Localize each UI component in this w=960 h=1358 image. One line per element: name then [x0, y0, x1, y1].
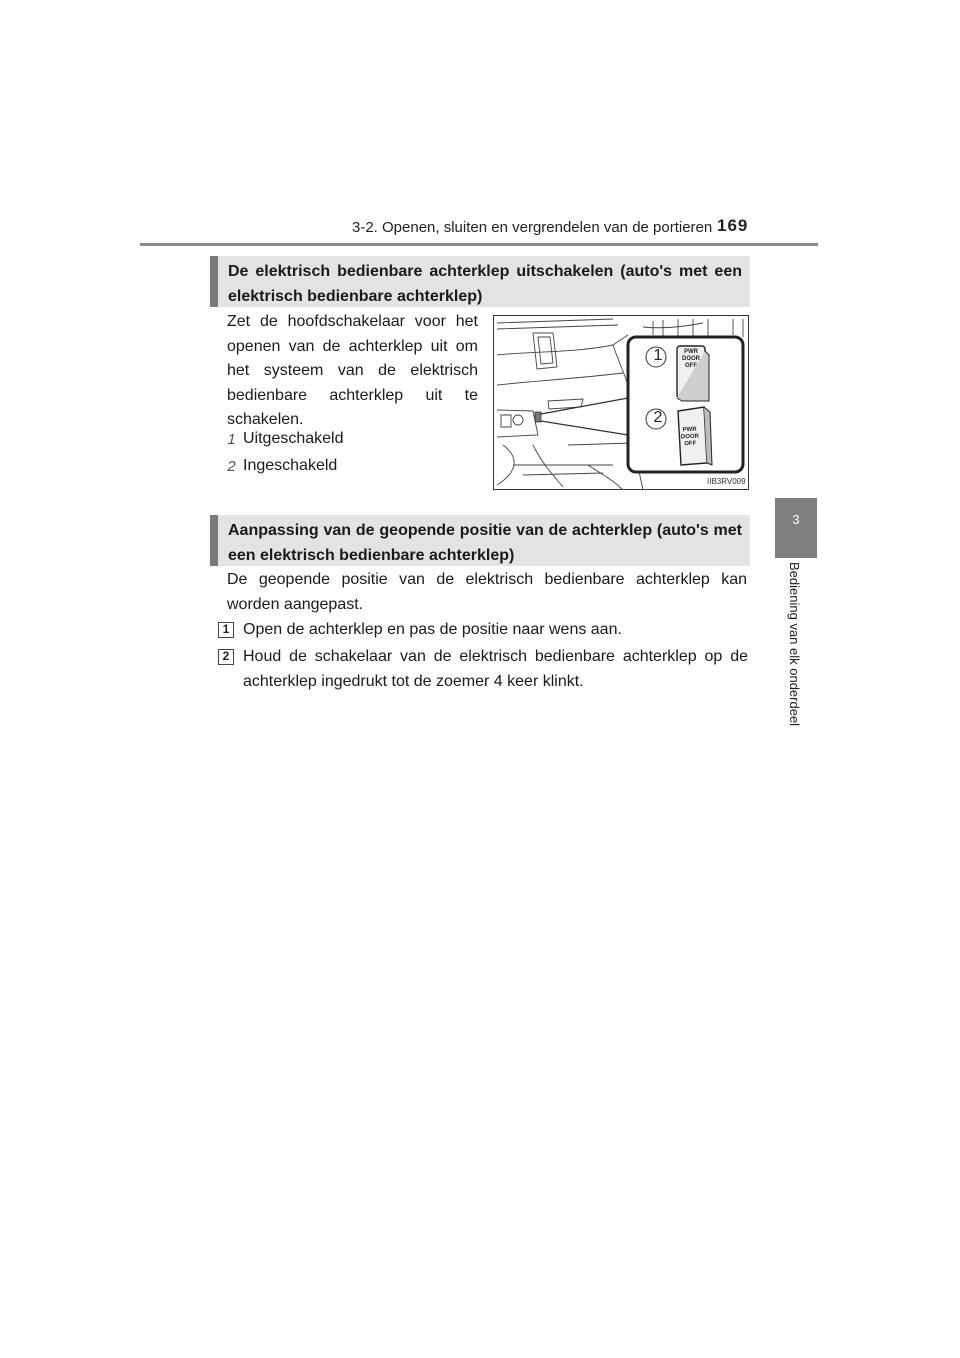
section2-body: De geopende positie van de elektrisch bedienbare achterklep kan worden aangepast. [227, 571, 747, 613]
step-text-2: Houd de schakelaar van de elektrisch bedienbare achterklep op de achterklep ingedrukt tot de zoemer 4 keer klinkt. [243, 648, 748, 690]
section-title-adjust-open-position: Aanpassing van de geopende positie van de achterklep (auto's met een elektrisch bedienbare achterklep) [210, 515, 750, 566]
step-number-2: 2 [218, 649, 234, 665]
tailgate-switch-illustration [493, 315, 749, 490]
chapter-tab [775, 498, 817, 558]
figure-callout-2: 2 [653, 409, 663, 426]
section-title-disable-power-tailgate: De elektrisch bedienbare achterklep uitschakelen (auto's met een elektrisch bedienbare achterklep) [210, 256, 750, 307]
step-number-1: 1 [218, 622, 234, 638]
chapter-tab-label: Bediening van elk onderdeel [787, 562, 802, 727]
figure-code: IIB3RV009 [707, 477, 746, 486]
header-rule [140, 243, 818, 246]
figure-callout-1: 1 [653, 347, 663, 364]
running-header-title: 3-2. Openen, sluiten en vergrendelen van de portieren [352, 219, 713, 236]
switch-label-on-state: PWR DOOR OFF [680, 426, 700, 448]
item-text-2: Ingeschakeld [243, 457, 338, 474]
step-text-1: Open de achterklep en pas de positie naar wens aan. [243, 621, 622, 638]
item-text-1: Uitgeschakeld [243, 430, 344, 447]
page-number: 169 [717, 216, 749, 235]
switch-label-off-state: PWR DOOR OFF [682, 349, 700, 369]
item-number-1: 1 [227, 431, 236, 448]
chapter-tab-number: 3 [792, 512, 800, 527]
section1-body: Zet de hoofdschakelaar voor het openen van de achterklep uit om het systeem van de elektrisch bedienbare achterklep uit te schakelen. [227, 313, 478, 428]
item-number-2: 2 [227, 458, 236, 475]
